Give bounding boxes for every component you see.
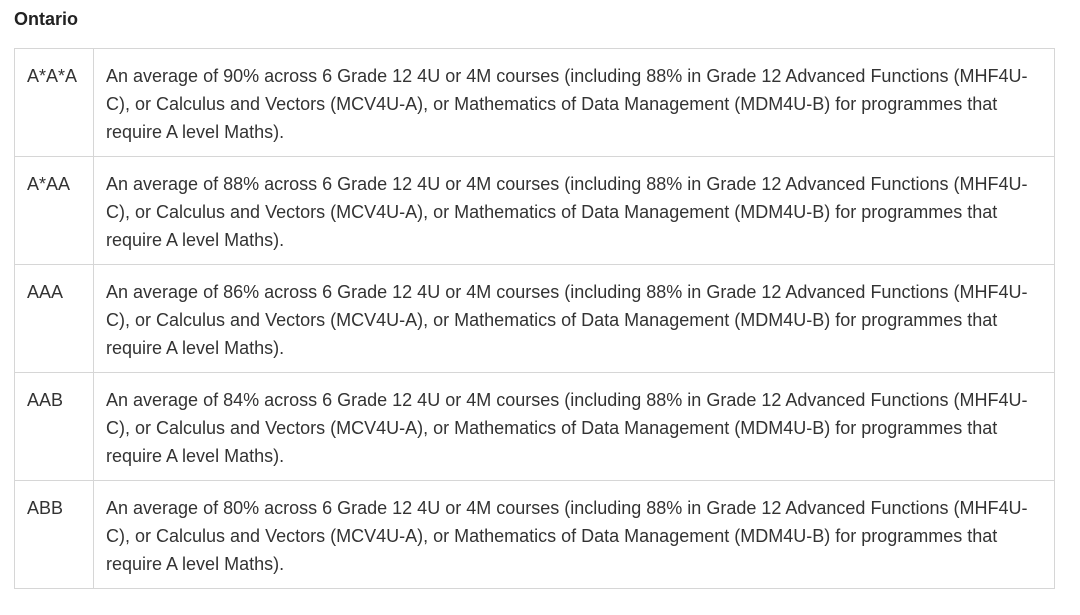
requirement-cell: An average of 80% across 6 Grade 12 4U or 4M courses (including 88% in Grade 12 Advanced Functions (MHF4U-C), or Calculus and Vectors (MCV4U-A), or Mathematics of Data Management (MDM4U-B) for programmes that require A level Maths). — [94, 481, 1055, 589]
requirement-cell: An average of 88% across 6 Grade 12 4U or 4M courses (including 88% in Grade 12 Advanced Functions (MHF4U-C), or Calculus and Vectors (MCV4U-A), or Mathematics of Data Management (MDM4U-B) for programmes that require A level Maths). — [94, 157, 1055, 265]
grade-cell: A*AA — [15, 157, 94, 265]
grade-cell: ABB — [15, 481, 94, 589]
table-row — [15, 373, 1055, 481]
grade-cell: AAB — [15, 373, 94, 481]
section-title: Ontario — [14, 9, 79, 29]
grade-requirements-table — [14, 48, 1055, 589]
grade-cell: AAA — [15, 265, 94, 373]
grade-cell: A*A*A — [15, 49, 94, 157]
table-row — [15, 481, 1055, 589]
requirement-cell: An average of 90% across 6 Grade 12 4U or 4M courses (including 88% in Grade 12 Advanced Functions (MHF4U-C), or Calculus and Vectors (MCV4U-A), or Mathematics of Data Management (MDM4U-B) for programmes that require A level Maths). — [94, 49, 1055, 157]
requirement-cell: An average of 86% across 6 Grade 12 4U or 4M courses (including 88% in Grade 12 Advanced Functions (MHF4U-C), or Calculus and Vectors (MCV4U-A), or Mathematics of Data Management (MDM4U-B) for programmes that require A level Maths). — [94, 265, 1055, 373]
table-row — [15, 49, 1055, 157]
table-row — [15, 265, 1055, 373]
table-row — [15, 157, 1055, 265]
requirement-cell: An average of 84% across 6 Grade 12 4U or 4M courses (including 88% in Grade 12 Advanced Functions (MHF4U-C), or Calculus and Vectors (MCV4U-A), or Mathematics of Data Management (MDM4U-B) for programmes that require A level Maths). — [94, 373, 1055, 481]
